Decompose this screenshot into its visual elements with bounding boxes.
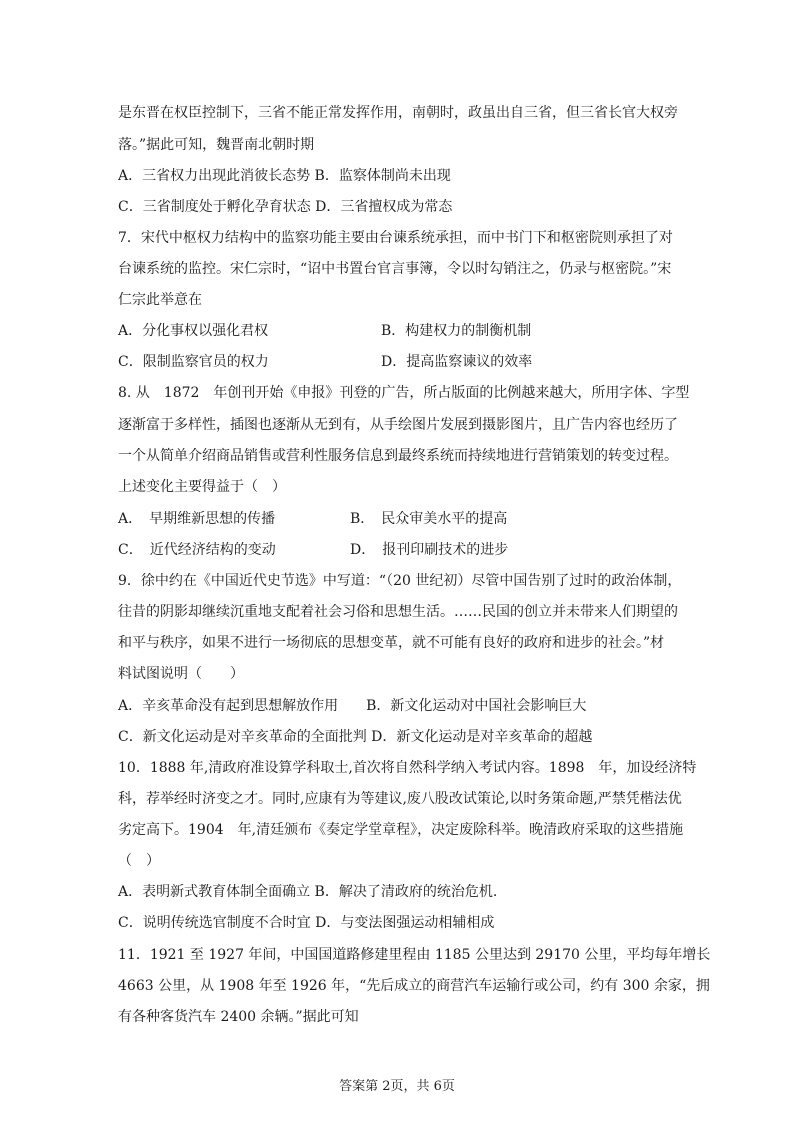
- q9-options-line-2: C．新文化运动是对辛亥革命的全面批判 D．新文化运动是对辛亥革命的超越: [118, 729, 593, 745]
- q8-stem-line-4: 上述变化主要得益于（ ）: [118, 479, 286, 495]
- q8-option-d: D． 报刊印刷技术的进步: [350, 542, 509, 558]
- q9-options-line-1: A．辛亥革命没有起到思想解放作用 B．新文化运动对中国社会影响巨大: [118, 698, 587, 714]
- q9-stem-line-2: 往昔的阴影却继续沉重地支配着社会习俗和思想生活。……民国的创立并未带来人们期望的: [118, 604, 678, 620]
- q9-stem-line-3: 和平与秩序，如果不进行一场彻底的思想变革，就不可能有良好的政府和进步的社会。”材: [118, 635, 665, 651]
- q11-stem-line-3: 有各种客货汽车 2400 余辆。”据此可知: [118, 1009, 359, 1025]
- q6-options-line-2: C．三省制度处于孵化孕育状态 D．三省擅权成为常态: [118, 199, 453, 215]
- q7-stem-line-1: 7．宋代中枢权力结构中的监察功能主要由台谏系统承担，而中书门下和枢密院则承担了对: [118, 230, 673, 246]
- q11-stem-line-1: 11．1921 至 1927 年间，中国国道路修建里程由 1185 公里达到 29170 公里，平均每年增长: [118, 947, 711, 963]
- q8-option-b: B． 民众审美水平的提高: [350, 511, 508, 527]
- q7-option-c: C．限制监察官员的权力: [118, 354, 269, 370]
- q6-options-line-1: A．三省权力出现此消彼长态势 B．监察体制尚未出现: [118, 168, 451, 184]
- q9-stem-line-4: 料试图说明（ ）: [118, 666, 244, 682]
- q10-stem-line-4: （ ）: [118, 853, 160, 869]
- q8-stem-line-1: 8. 从 1872 年创刊开始《申报》刊登的广告，所占版面的比例越来越大，所用字体、字型: [118, 385, 690, 401]
- q10-stem-line-3: 劣定高下。1904 年,清廷颁布《奏定学堂章程》，决定废除科举。晚清政府采取的这些措施: [118, 822, 684, 838]
- q6-stem-line-1: 是东晋在权臣控制下，三省不能正常发挥作用，南朝时，政虽出自三省，但三省长官大权旁: [118, 105, 678, 121]
- q8-stem-line-3: 一个从简单介绍商品销售或营利性服务信息到最终系统而持续地进行营销策划的转变过程。: [118, 448, 678, 464]
- page-footer: 答案第 2页，共 6页: [339, 1079, 455, 1094]
- q7-stem-line-2: 台谏系统的监控。宋仁宗时，“诏中书置台官言事簿，令以时勾销注之，仍录与枢密院。”宋: [118, 261, 672, 277]
- q9-stem-line-1: 9．徐中约在《中国近代史节选》中写道：“（20 世纪初）尽管中国告别了过时的政治体制，: [118, 573, 682, 589]
- q7-option-b: B．构建权力的制衡机制: [381, 323, 532, 339]
- q8-option-c: C． 近代经济结构的变动: [118, 542, 276, 558]
- q7-option-a: A．分化事权以强化君权: [118, 323, 269, 339]
- q10-stem-line-1: 10．1888 年,清政府准设算学科取士,首次将自然科学纳入考试内容。1898 年，加设经济特: [118, 760, 697, 776]
- q7-stem-line-3: 仁宗此举意在: [118, 292, 202, 308]
- q8-stem-line-2: 逐渐富于多样性，插图也逐渐从无到有，从手绘图片发展到摄影图片，且广告内容也经历了: [118, 417, 678, 433]
- q10-stem-line-2: 科，荐举经时济变之才。同时,应康有为等建议,废八股改试策论,以时务策命题,严禁凭楷法优: [118, 791, 682, 807]
- q6-stem-line-2: 落。”据此可知，魏晋南北朝时期: [118, 137, 315, 153]
- q8-option-a: A． 早期维新思想的传播: [118, 511, 276, 527]
- q10-options-line-1: A．表明新式教育体制全面确立 B．解决了清政府的统治危机.: [118, 884, 498, 900]
- q10-options-line-2: C．说明传统选官制度不合时宜 D．与变法图强运动相辅相成: [118, 915, 495, 931]
- q11-stem-line-2: 4663 公里，从 1908 年至 1926 年，“先后成立的商营汽车运输行或公司，约有 300 余家，拥: [118, 978, 710, 994]
- q7-option-d: D．提高监察谏议的效率: [381, 354, 533, 370]
